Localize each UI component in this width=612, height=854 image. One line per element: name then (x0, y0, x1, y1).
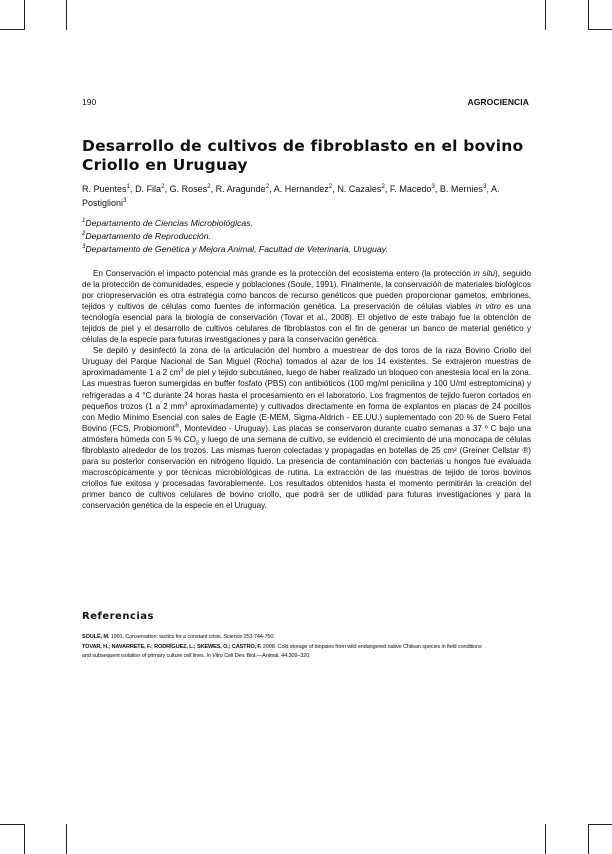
crop-mark (545, 0, 546, 30)
crop-mark (0, 29, 24, 30)
reference-list (82, 633, 532, 662)
affiliation-2: $^2$Departamento de Reproducción. (82, 230, 211, 241)
affiliations (82, 217, 532, 256)
abstract-body (82, 268, 531, 511)
author: A. Hernandez$^2$ (273, 183, 333, 194)
author: D. Fila$^2$ (135, 183, 165, 194)
crop-mark (24, 824, 25, 854)
crop-mark (66, 0, 67, 30)
author: N. Cazales$^2$ (337, 183, 385, 194)
crop-mark (589, 29, 612, 30)
author: R. Puentes$^1$ (82, 183, 131, 194)
paper-title: Desarrollo de cultivos de fibroblasto en el bovino Criollo en Uruguay (82, 137, 524, 174)
crop-mark (24, 0, 25, 30)
journal-name: AGROCIENCIA (467, 97, 529, 107)
author: G. Roses$^2$ (169, 183, 211, 194)
crop-mark (588, 824, 589, 854)
author-list: R. Puentes$^1$, D. Fila$^2$, G. Roses$^2$, R. Aragunde$^2$, A. Hernandez$^2$, N. Cazales$^2$, F. Macedo$^3$, B. Mernies$^3$, A. Postiglioni$^3$ (82, 183, 500, 208)
page-number: 190 (82, 97, 97, 107)
author: B. Mernies$^3$ (439, 183, 487, 194)
crop-mark (588, 0, 589, 30)
crop-mark (0, 824, 24, 825)
reference-item-continued: and subsequent isolation of primary culture cell lines. In Vitro Cell Dev. Biol.—Animal. 44:309–320. (82, 653, 311, 660)
reference-item: TOVAR, H.; NAVARRETE, F.; RODRÍGUEZ, L.; SKEWES, O.; CASTRO, F. 2008. Cold storage of biopsies from wild endangered native Chilean species in field conditions (82, 643, 482, 650)
author: A. Postiglioni$^3$ (82, 184, 500, 208)
affiliation-1: $^1$Departamento de Ciencias Microbiológicas. (82, 217, 253, 228)
author: F. Macedo$^3$ (389, 183, 435, 194)
references-heading: Referencias (82, 611, 155, 622)
body-paragraph-1: En Conservación el impacto potencial más grande es la protección del ecosistema entero (la protección in situ), seguido de la protección de comunidades, especie y poblaciones (Soule, 1991). Finalmente, la conservación de materiales biológicos por criopreservación es otra estrategia como bancos de recurso genéticos que pueden proporcionar gametos, embriones, tejidos y cultivos de células como fuentes de información genética. La preservación de células viables in vitro es una tecnología esencial para la biología de conservación (Tovar et al., 2008). El objetivo de este trabajo fue la obtención de tejidos de piel y el desarrollo de cultivos celulares de fibroblastos con el fin de generar un banco de material genético y células de la especie para futuras investigaciones y para la conservación genética. (82, 269, 531, 345)
affiliation-3: $^3$Departamento de Genética y Mejora Animal, Facultad de Veterinaria, Uruguay. (82, 243, 388, 254)
author: R. Aragunde$^2$ (215, 183, 270, 194)
crop-mark (589, 824, 612, 825)
crop-mark (66, 824, 67, 854)
crop-mark (545, 824, 546, 854)
body-paragraph-2: Se depiló y desinfectó la zona de la articulación del hombro a muestrear de dos toros de la raza Bovino Criollo del Uruguay del Parque Nacional de San Miguel (Rocha) tomados al azar de los 14 existentes. Se extrajeron muestras de aproximadamente 1 a 2 $cm^3$ de piel y tejido subcutáneo, luego de haber realizado un bloqueo con anestesia local en la zona. Las muestras fueron sumergidas en buffer fosfato (PBS) con antibióticos (100 mg/ml penicilina y 100 U/ml estreptomicina) y refrigeradas a 4 °C durante 24 horas hasta el procesamiento en el laboratorio. Los fragmentos de tejido fueron cortados en pequeños trozos (1 a 2 $mm^3$ aproximadamente) y cultivados directamente en forma de explantos en placas de 24 pocillos con Medio Mínimo Esencial con sales de Eagle (E-MEM, Sigma-Aldrich - EE.UU.) suplementado con 20 % de Suero Fetal Bovino (FCS, Probiomont®, Montevideo - Uruguay). Las placas se conservaron durante cuatro semanas a 37 º C bajo una atmósfera húmeda con 5 % $CO_2$ y luego de una semana de cultivo, se evidenció el crecimiento de una monocapa de células fibroblasto alrededor de los trozos. Las mismas fueron colectadas y propagadas en botellas de 25 cm² (Greiner Cellstar ®) para su posterior conservación en nitrógeno líquido. La presencia de contaminación con bacterias u hongos fue evaluada macroscópicamente y por técnicas microbiológicas de rutina. La extracción de las muestras de tejido de toros bovinos criollos fue exitosa y procesadas favorablemente. Los resultados obtenidos hasta el momento permitirán la creación del primer banco de cultivos celulares de bovino criollo, que podrá ser de utilidad para futuras investigaciones y para la conservación genética de la especie en el Uruguay. (82, 346, 532, 510)
reference-item: SOULÉ, M. 1991. Conservation: tactics for a constant crisis. Science 253:744-750. (82, 634, 275, 640)
